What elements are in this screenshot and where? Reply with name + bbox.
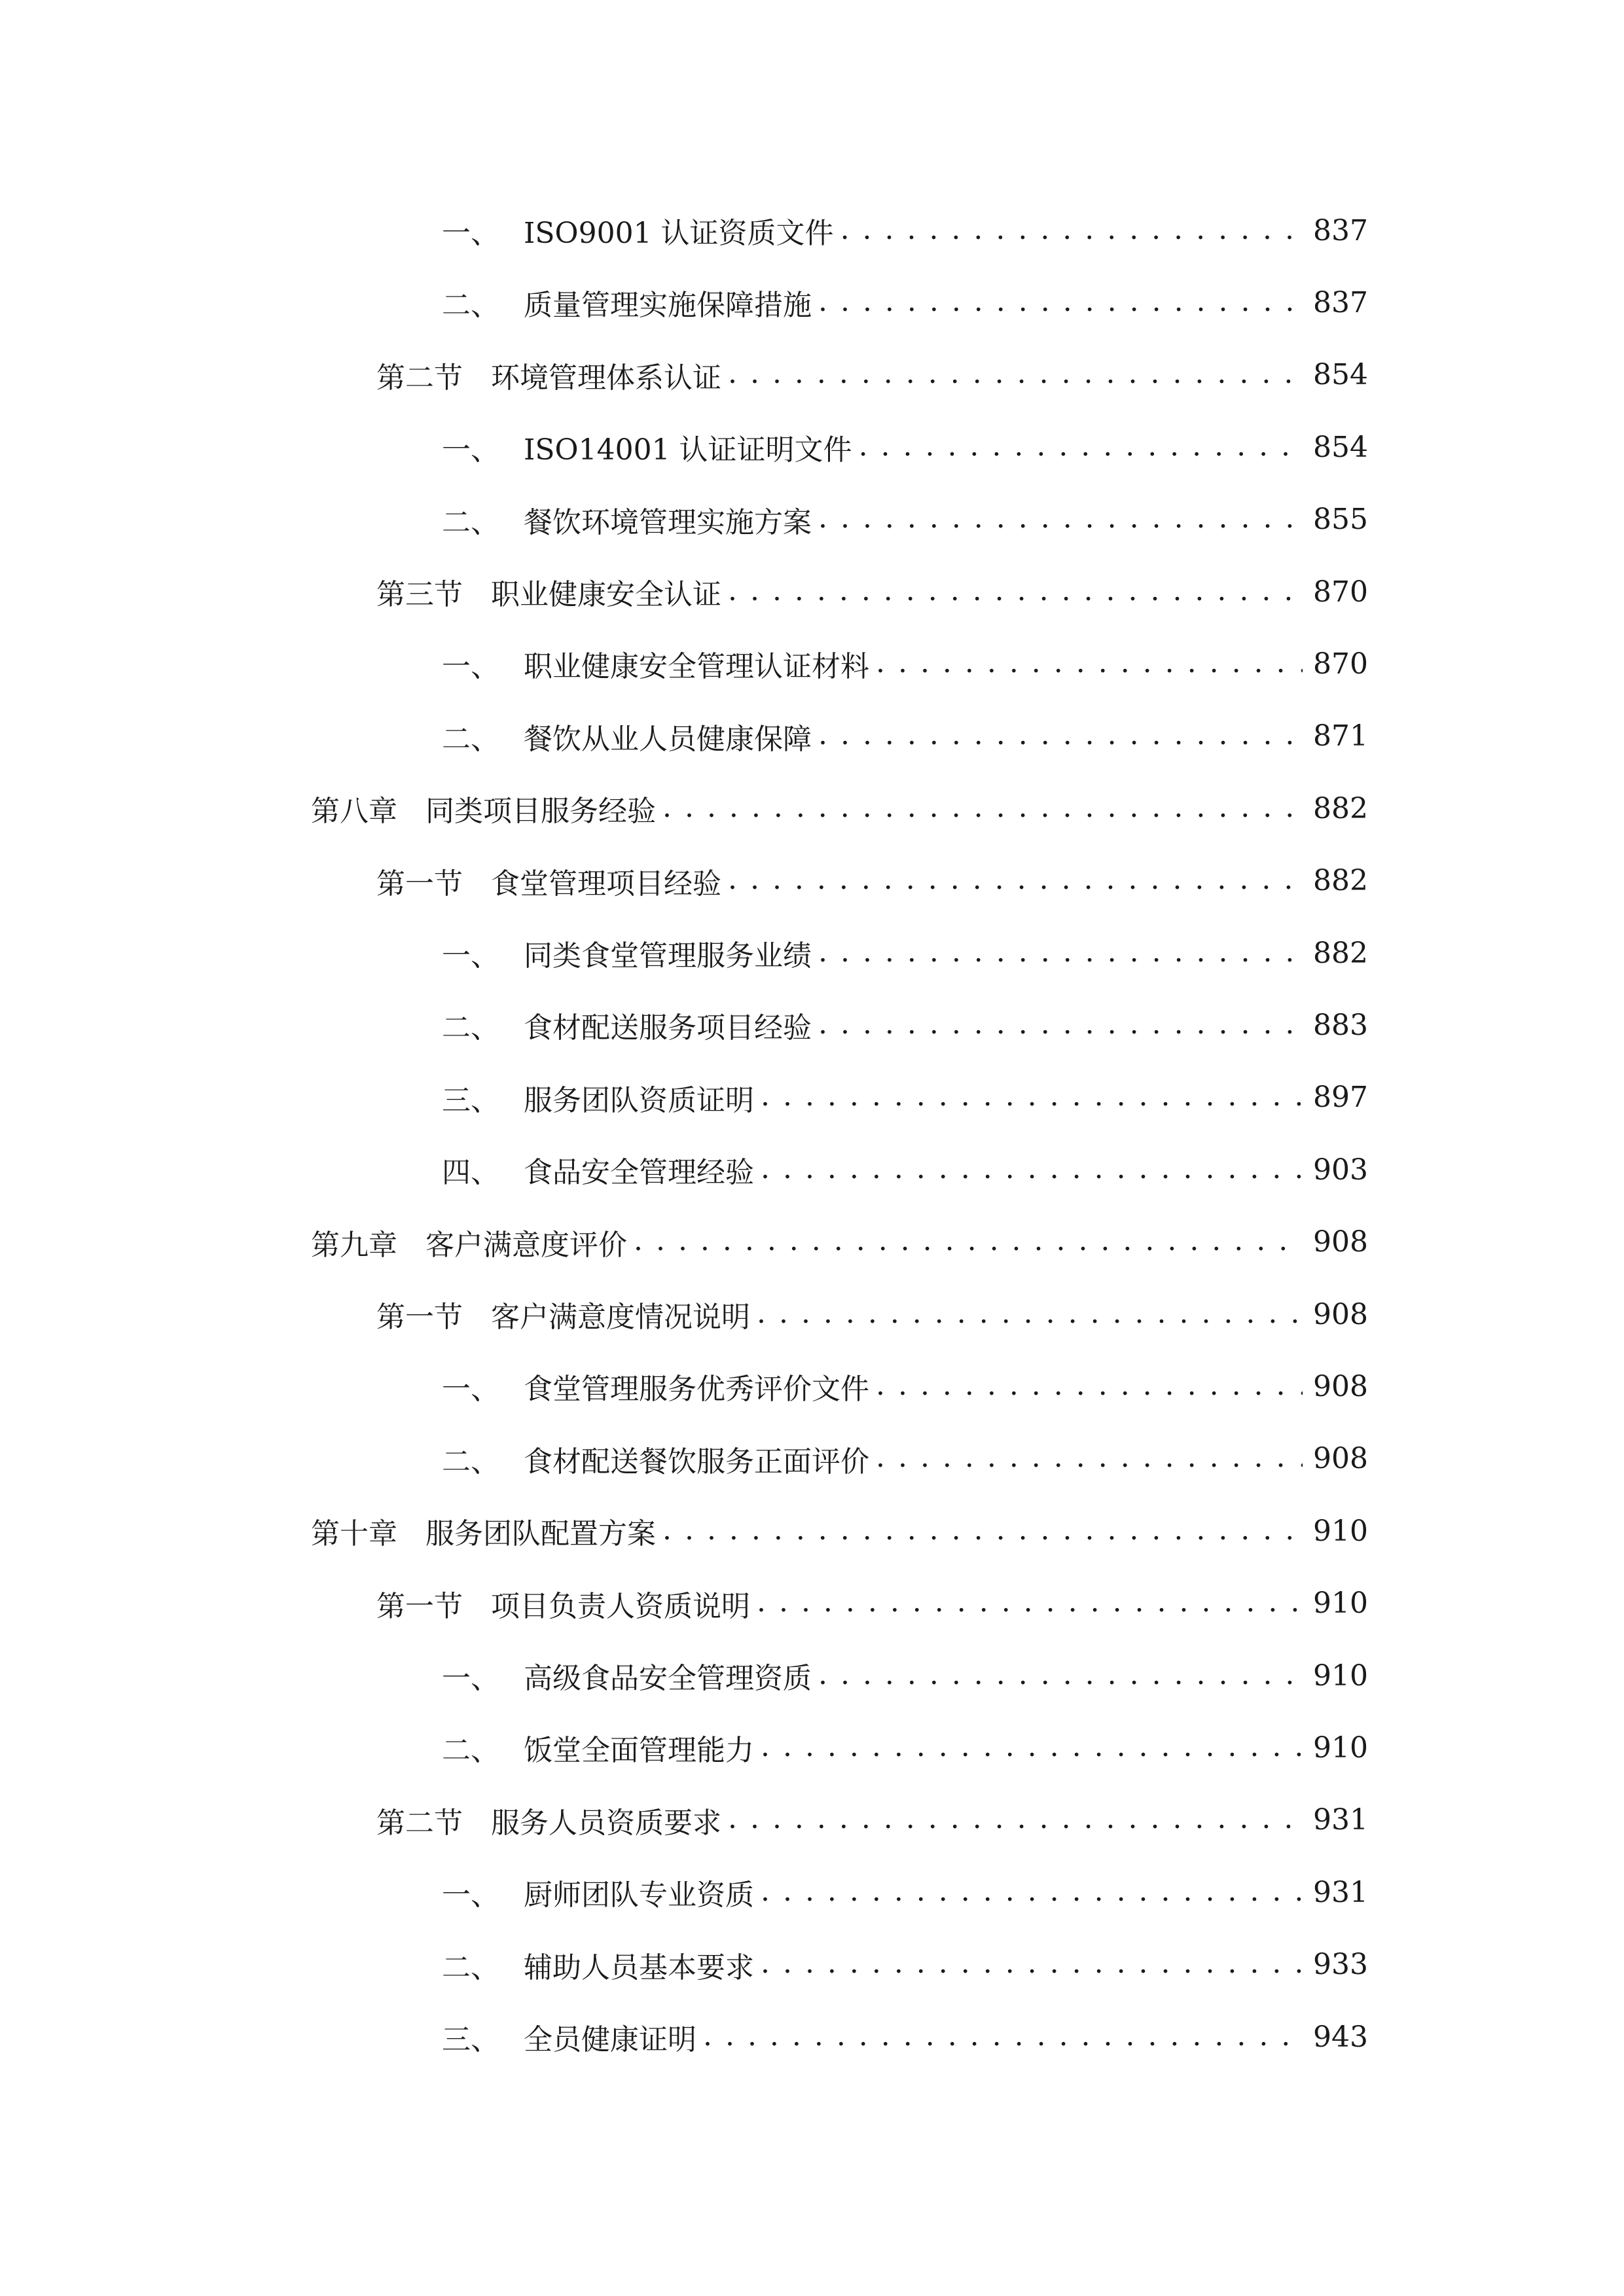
toc-entry-item[interactable] <box>442 493 1368 546</box>
toc-entry-item[interactable] <box>442 421 1368 473</box>
toc-dot-leader <box>761 1152 1303 1185</box>
toc-entry-title: 厨师团队专业资质 <box>524 1878 754 1912</box>
toc-dot-leader <box>761 1730 1303 1763</box>
toc-entry-title: 职业健康安全认证 <box>491 578 721 611</box>
toc-entry-item[interactable] <box>442 1071 1368 1124</box>
toc-entry-number: 三、 <box>442 2023 499 2056</box>
toc-entry-section[interactable] <box>376 855 1368 907</box>
toc-entry-page-number: 931 <box>1313 1875 1368 1909</box>
toc-entry-page-number: 871 <box>1313 719 1368 753</box>
toc-entry-page-number: 855 <box>1313 503 1368 537</box>
toc-entry-number: 第三节 <box>376 578 463 611</box>
toc-entry-chapter[interactable] <box>311 782 1368 834</box>
toc-entry-item[interactable] <box>442 204 1368 257</box>
toc-dot-leader <box>662 1513 1303 1547</box>
toc-entry-item[interactable] <box>442 1143 1368 1196</box>
toc-entry-title: 食材配送服务项目经验 <box>524 1011 812 1045</box>
toc-entry-item[interactable] <box>442 1721 1368 1774</box>
toc-dot-leader <box>757 1297 1303 1330</box>
toc-entry-title: ISO14001 认证证明文件 <box>524 433 852 467</box>
toc-entry-item[interactable] <box>442 999 1368 1051</box>
toc-entry-item[interactable] <box>442 1939 1368 1991</box>
toc-entry-item[interactable] <box>442 1866 1368 1918</box>
toc-entry-number: 一、 <box>442 939 499 973</box>
toc-entry-title: 客户满意度情况说明 <box>491 1300 750 1334</box>
toc-entry-number: 第一节 <box>376 1589 463 1623</box>
toc-entry-title: 项目负责人资质说明 <box>491 1589 750 1623</box>
toc-entry-page-number: 908 <box>1313 1442 1368 1476</box>
toc-entry-page-number: 908 <box>1313 1297 1368 1331</box>
toc-entry-number: 四、 <box>442 1156 499 1190</box>
toc-entry-page-number: 910 <box>1313 1514 1368 1548</box>
toc-entry-title: 食堂管理服务优秀评价文件 <box>524 1372 869 1407</box>
toc-entry-title: 辅助人员基本要求 <box>524 1950 754 1984</box>
toc-entry-number: 二、 <box>442 1950 499 1984</box>
toc-entry-number: 一、 <box>442 1878 499 1912</box>
toc-entry-number: 一、 <box>442 217 499 250</box>
toc-dot-leader <box>703 2019 1303 2053</box>
toc-entry-title: 同类食堂管理服务业绩 <box>524 939 812 973</box>
toc-dot-leader <box>728 1802 1303 1835</box>
toc-entry-number: 第八章 <box>311 795 397 829</box>
toc-entry-chapter[interactable] <box>311 1216 1368 1268</box>
toc-entry-chapter[interactable] <box>311 1505 1368 1557</box>
toc-entry-number: 一、 <box>442 1372 499 1407</box>
toc-dot-leader <box>876 1369 1303 1402</box>
toc-entry-number: 二、 <box>442 1444 499 1479</box>
toc-entry-title: 服务团队配置方案 <box>425 1517 656 1551</box>
toc-dot-leader <box>840 213 1303 246</box>
toc-entry-title: 全员健康证明 <box>524 2023 696 2056</box>
toc-entry-title: 质量管理实施保障措施 <box>524 289 812 323</box>
toc-entry-number: 第二节 <box>376 1806 463 1840</box>
toc-entry-title: 同类项目服务经验 <box>425 795 656 829</box>
toc-dot-leader <box>761 1874 1303 1908</box>
toc-entry-number: 二、 <box>442 289 499 323</box>
toc-entry-title: 职业健康安全管理认证材料 <box>524 650 869 684</box>
toc-dot-leader <box>818 935 1303 969</box>
toc-entry-item[interactable] <box>442 1360 1368 1412</box>
toc-dot-leader <box>818 1658 1303 1691</box>
toc-dot-leader <box>662 791 1303 824</box>
toc-entry-page-number: 854 <box>1313 430 1368 464</box>
toc-entry-number: 第九章 <box>311 1228 397 1262</box>
toc-dot-leader <box>818 718 1303 751</box>
toc-entry-title: 餐饮从业人员健康保障 <box>524 722 812 756</box>
toc-entry-number: 三、 <box>442 1083 499 1117</box>
toc-entry-title: 食材配送餐饮服务正面评价 <box>524 1444 869 1479</box>
toc-entry-title: 客户满意度评价 <box>425 1228 627 1262</box>
toc-entry-page-number: 910 <box>1313 1731 1368 1765</box>
toc-entry-title: 饭堂全面管理能力 <box>524 1734 754 1768</box>
toc-entry-page-number: 837 <box>1313 213 1368 247</box>
toc-entry-number: 第一节 <box>376 867 463 901</box>
toc-entry-item[interactable] <box>442 1433 1368 1485</box>
toc-dot-leader <box>728 357 1303 390</box>
toc-entry-title: 餐饮环境管理实施方案 <box>524 505 812 539</box>
toc-entry-page-number: 882 <box>1313 791 1368 825</box>
toc-entry-title: 服务团队资质证明 <box>524 1083 754 1117</box>
toc-entry-item[interactable] <box>442 710 1368 762</box>
toc-dot-leader <box>761 1946 1303 1980</box>
toc-dot-leader <box>757 1585 1303 1619</box>
toc-entry-page-number: 854 <box>1313 358 1368 392</box>
toc-entry-page-number: 882 <box>1313 864 1368 898</box>
toc-entry-page-number: 882 <box>1313 936 1368 970</box>
toc-entry-page-number: 908 <box>1313 1225 1368 1259</box>
toc-dot-leader <box>818 501 1303 535</box>
toc-entry-number: 二、 <box>442 505 499 539</box>
toc-entry-title: 环境管理体系认证 <box>491 361 721 395</box>
toc-entry-number: 一、 <box>442 1662 499 1695</box>
toc-entry-title: 高级食品安全管理资质 <box>524 1662 812 1695</box>
toc-dot-leader <box>818 1007 1303 1041</box>
toc-entry-page-number: 910 <box>1313 1587 1368 1621</box>
toc-entry-page-number: 931 <box>1313 1803 1368 1837</box>
toc-entry-page-number: 837 <box>1313 285 1368 319</box>
toc-entry-section[interactable] <box>376 349 1368 401</box>
toc-dot-leader <box>728 574 1303 607</box>
toc-dot-leader <box>728 863 1303 896</box>
toc-entry-title: 服务人员资质要求 <box>491 1806 721 1840</box>
toc-entry-number: 第二节 <box>376 361 463 395</box>
toc-entry-item[interactable] <box>442 276 1368 329</box>
toc-entry-item[interactable] <box>442 1649 1368 1702</box>
toc-dot-leader <box>876 1441 1303 1474</box>
toc-entry-page-number: 903 <box>1313 1153 1368 1187</box>
toc-dot-leader <box>876 646 1303 679</box>
toc-entry-section[interactable] <box>376 1794 1368 1846</box>
toc-entry-number: 第一节 <box>376 1300 463 1334</box>
toc-dot-leader <box>634 1224 1303 1257</box>
toc-entry-title: ISO9001 认证资质文件 <box>524 217 834 250</box>
toc-entry-item[interactable] <box>442 2011 1368 2063</box>
toc-entry-number: 第十章 <box>311 1517 397 1551</box>
toc-dot-leader <box>761 1079 1303 1113</box>
toc-entry-item[interactable] <box>442 637 1368 690</box>
toc-entry-item[interactable] <box>442 927 1368 979</box>
toc-entry-section[interactable] <box>376 1288 1368 1340</box>
toc-entry-section[interactable] <box>376 565 1368 618</box>
toc-entry-page-number: 897 <box>1313 1081 1368 1115</box>
toc-entry-number: 一、 <box>442 650 499 684</box>
toc-entry-section[interactable] <box>376 1577 1368 1630</box>
toc-entry-page-number: 908 <box>1313 1369 1368 1403</box>
toc-entry-page-number: 883 <box>1313 1008 1368 1042</box>
toc-entry-title: 食品安全管理经验 <box>524 1156 754 1190</box>
toc-entry-page-number: 910 <box>1313 1659 1368 1693</box>
toc-entry-page-number: 933 <box>1313 1948 1368 1982</box>
toc-entry-title: 食堂管理项目经验 <box>491 867 721 901</box>
toc-entry-page-number: 870 <box>1313 575 1368 609</box>
toc-entry-number: 二、 <box>442 1734 499 1768</box>
toc-entry-page-number: 870 <box>1313 647 1368 681</box>
toc-entry-number: 二、 <box>442 722 499 756</box>
toc-entry-number: 一、 <box>442 433 499 467</box>
toc-entry-number: 二、 <box>442 1011 499 1045</box>
toc-entry-page-number: 943 <box>1313 2020 1368 2054</box>
toc-dot-leader <box>818 285 1303 318</box>
toc-dot-leader <box>859 429 1303 463</box>
